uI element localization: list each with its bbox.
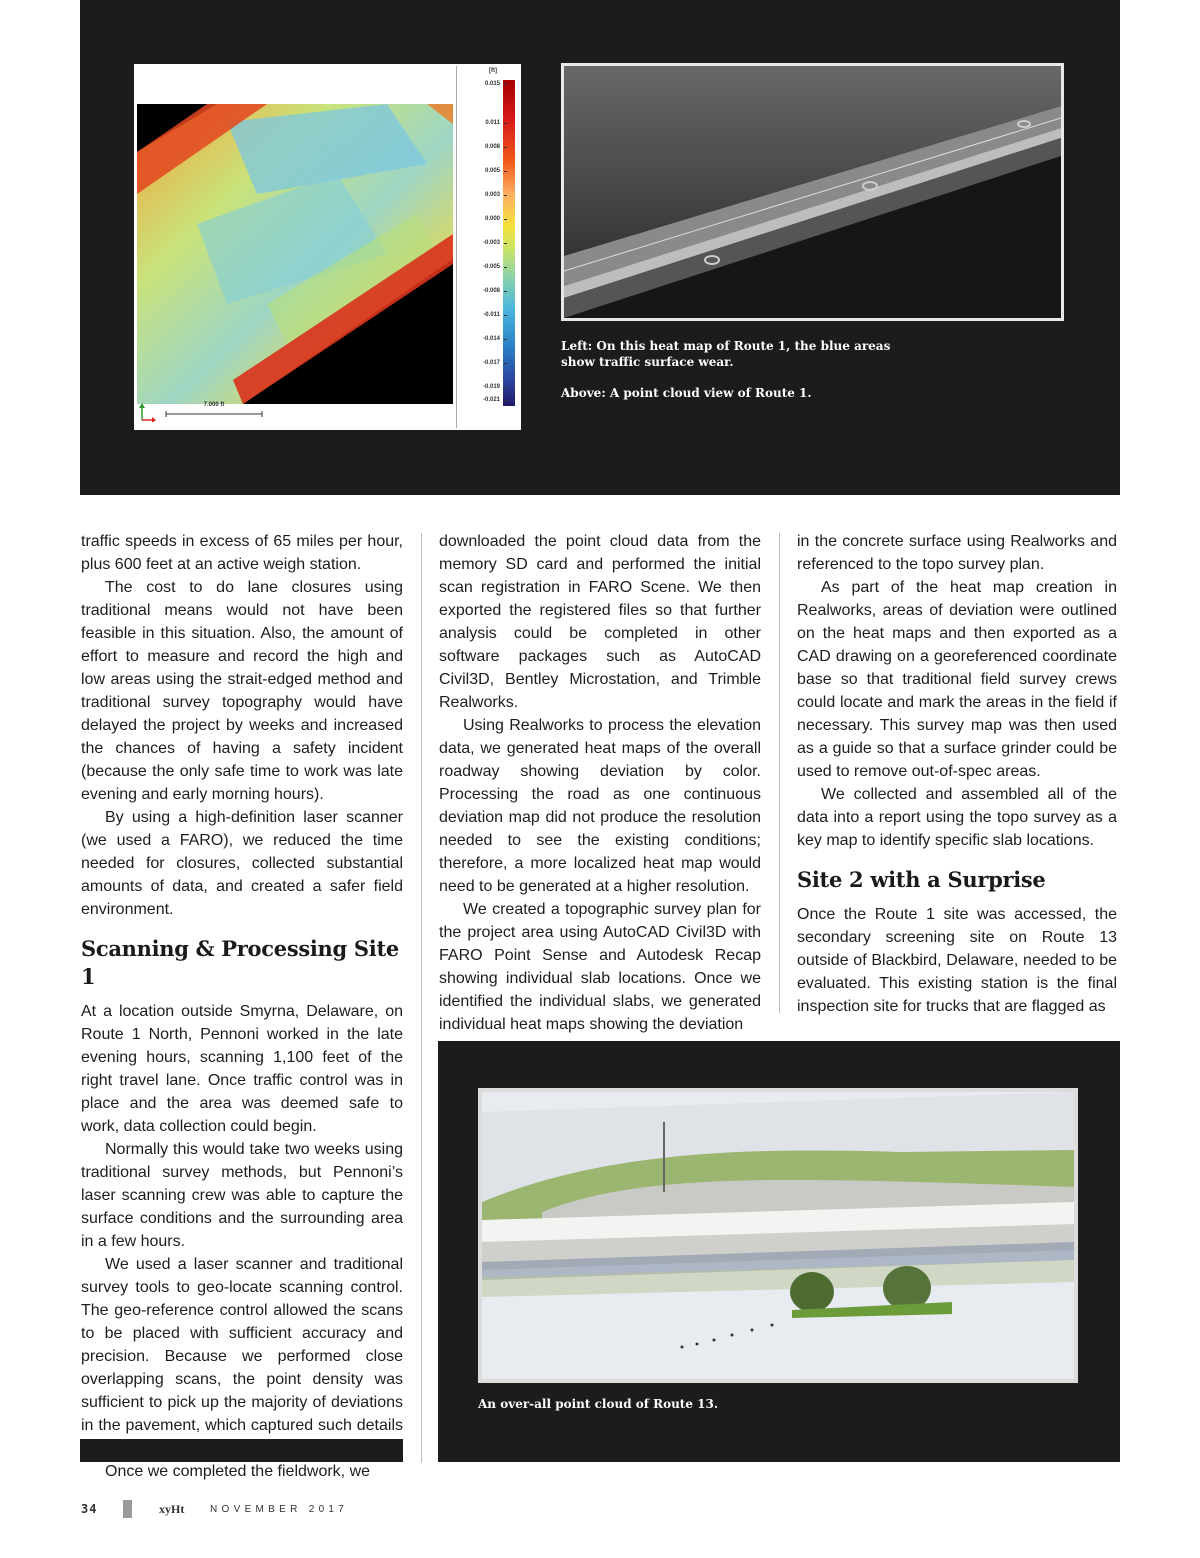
legend-tick: -0.011 bbox=[474, 312, 500, 318]
issue-date: NOVEMBER 2017 bbox=[210, 1504, 349, 1515]
legend-tick: 0.003 bbox=[474, 192, 500, 198]
scale-bar-label: 7.000 ft bbox=[203, 402, 225, 408]
top-figure-panel bbox=[80, 0, 1120, 495]
page-footer bbox=[81, 1500, 481, 1522]
scale-bar bbox=[164, 406, 264, 418]
legend-tick: -0.021 bbox=[474, 397, 500, 403]
route13-pointcloud-image bbox=[478, 1088, 1078, 1383]
section-heading-site1: Scanning & Processing Site 1 bbox=[81, 936, 399, 989]
legend-tick: -0.003 bbox=[474, 240, 500, 246]
legend-tick: -0.005 bbox=[474, 264, 500, 270]
article-column-1 bbox=[81, 530, 403, 1483]
footer-block-mark bbox=[123, 1500, 132, 1518]
bottom-figure-panel bbox=[438, 1041, 1120, 1462]
legend-tick: 0.011 bbox=[474, 120, 500, 126]
paragraph: Once we completed the fieldwork, we bbox=[105, 1463, 371, 1480]
paragraph: traffic speeds in excess of 65 miles per hour, plus 600 feet at an active weigh station. bbox=[81, 533, 403, 573]
legend-unit-label: [ft] bbox=[489, 68, 497, 74]
legend-tick: 0.008 bbox=[474, 144, 500, 150]
paragraph: By using a high-definition laser scanner (we used a FARO), we reduced the time needed for closures, collected substantial amounts of data, and created a safer field environment. bbox=[81, 809, 403, 918]
caption-pointcloud: Above: A point cloud view of Route 1. bbox=[561, 386, 812, 400]
column-divider bbox=[421, 533, 422, 1463]
heatmap-figure bbox=[134, 64, 521, 430]
paragraph: Using Realworks to process the elevation data, we generated heat maps of the overall roadway showing deviation by color. Processing the road as one continuous deviation map did not produce the resolution needed to see the existing conditions; therefore, a more localized heat map would need to be generated at a higher resolution. bbox=[439, 717, 761, 895]
decorative-bar bbox=[80, 1439, 403, 1462]
paragraph: Normally this would take two weeks using traditional survey methods, but Pennoni’s laser scanning crew was able to capture the surface conditions and the surrounding area in a few hours. bbox=[81, 1141, 403, 1250]
paragraph: downloaded the point cloud data from the memory SD card and performed the initial scan registration in FARO Scene. We then exported the registered files so that further analysis could be completed in other software packages such as AutoCAD Civil3D, Bentley Microstation, and Trimble Realworks. bbox=[439, 533, 761, 711]
legend-tick: -0.014 bbox=[474, 336, 500, 342]
paragraph: We created a topographic survey plan for the project area using AutoCAD Civil3D with FARO Point Sense and Autodesk Recap showing individual slab locations. Once we identified the individual slabs, we generated individual heat maps showing the deviation bbox=[439, 901, 761, 1033]
legend-tick: -0.017 bbox=[474, 360, 500, 366]
caption-heatmap: Left: On this heat map of Route 1, the blue areas show traffic surface wear. bbox=[561, 339, 891, 369]
column-divider bbox=[779, 533, 780, 1013]
legend-tick: -0.019 bbox=[474, 384, 500, 390]
route13-render bbox=[482, 1092, 1074, 1379]
legend-tick: 0.000 bbox=[474, 216, 500, 222]
legend-tick-labels bbox=[474, 80, 510, 410]
route1-pointcloud-image bbox=[561, 63, 1064, 321]
paragraph: We used a laser scanner and traditional survey tools to geo-locate scanning control. The geo-reference control allowed the scans to be placed with sufficient accuracy and precision. Because we performed close overlapping scans, the point density was sufficient to pick up the majority of deviations in the pavement, which captured such details bbox=[81, 1256, 403, 1434]
legend-tick: 0.015 bbox=[474, 81, 500, 87]
paragraph: We collected and assembled all of the data into a report using the topo survey as a key map to identify specific slab locations. bbox=[797, 786, 1117, 849]
article-column-2 bbox=[439, 530, 761, 1036]
pointcloud-render bbox=[564, 66, 1061, 318]
paragraph: At a location outside Smyrna, Delaware, on Route 1 North, Pennoni worked in the late evening hours, scanning 1,100 feet of the right travel lane. Once traffic control was in place and the area was deemed safe to work, data collection could begin. bbox=[81, 1003, 403, 1135]
paragraph: The cost to do lane closures using traditional means would not have been feasible in this situation. Also, the amount of effort to measure and record the high and low areas using the strait-edged method and traditional survey topography would have delayed the project by weeks and increased the chances of having a safety incident (because the only safe time to work was late evening and early morning hours). bbox=[81, 579, 403, 803]
legend-tick: -0.008 bbox=[474, 288, 500, 294]
caption-route13: An over-all point cloud of Route 13. bbox=[478, 1397, 719, 1411]
paragraph: As part of the heat map creation in Realworks, areas of deviation were outlined on the heat maps and then exported as a CAD drawing on a georeferenced coordinate base so that traditional field survey crews could locate and mark the areas in the field if necessary. This survey map was then used as a guide so that a surface grinder could be used to remove out-of-spec areas. bbox=[797, 579, 1117, 780]
heatmap-plot bbox=[137, 104, 453, 404]
section-heading-site2: Site 2 with a Surprise bbox=[797, 867, 1046, 892]
page-number: 34 bbox=[81, 1502, 98, 1516]
axis-orientation-icon bbox=[138, 402, 156, 422]
paragraph: Once the Route 1 site was accessed, the secondary screening site on Route 13 outside of Blackbird, Delaware, needed to be evaluated. This existing station is the final inspection site for trucks that are flagged as bbox=[797, 906, 1117, 1015]
legend-tick: 0.005 bbox=[474, 168, 500, 174]
paragraph: in the concrete surface using Realworks and referenced to the topo survey plan. bbox=[797, 533, 1117, 573]
article-column-3 bbox=[797, 530, 1117, 1018]
magazine-brand: xyHt bbox=[159, 1502, 185, 1516]
legend-divider bbox=[456, 66, 457, 428]
